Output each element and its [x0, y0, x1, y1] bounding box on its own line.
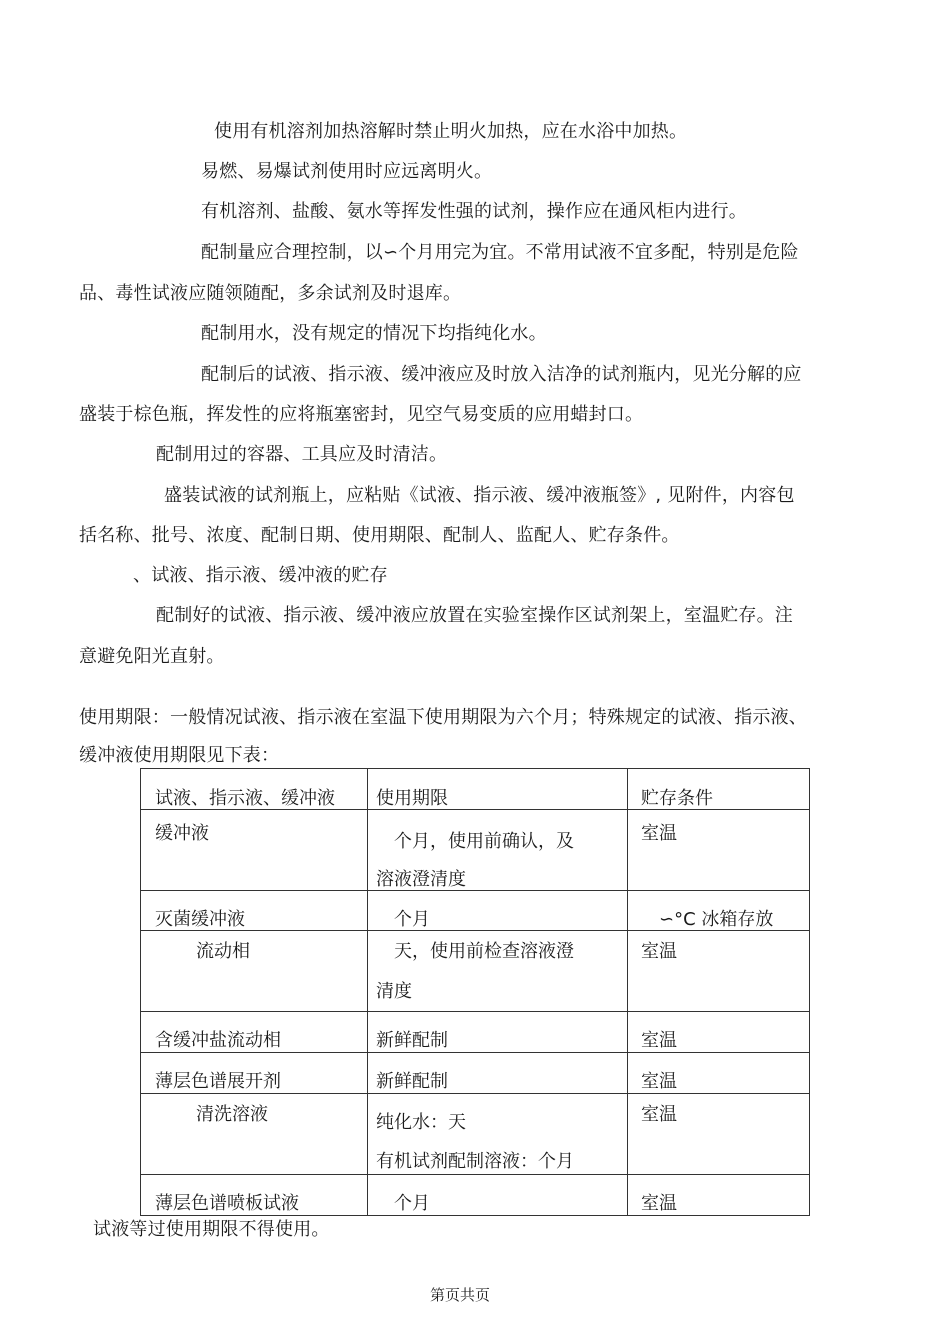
table-cell: 室温: [628, 1053, 810, 1094]
paragraph-line: 有机溶剂、盐酸、氨水等挥发性强的试剂，操作应在通风柜内进行。: [201, 201, 747, 222]
table-cell: 个月: [368, 1175, 628, 1216]
paragraph-line: 使用期限：一般情况试液、指示液在室温下使用期限为六个月；特殊规定的试液、指示液、: [79, 707, 807, 728]
table-header-cell: 使用期限: [368, 769, 628, 810]
table-cell: 个月，使用前确认，及 溶液澄清度: [368, 810, 628, 891]
table-cell: 室温: [628, 810, 810, 891]
paragraph-line: 配制用过的容器、工具应及时清洁。: [156, 444, 448, 465]
paragraph-line: 配制用水，没有规定的情况下均指纯化水。: [201, 323, 547, 344]
table-cell: 室温: [628, 1012, 810, 1053]
table-cell: 室温: [628, 1175, 810, 1216]
table-row: [141, 1094, 810, 1175]
table-row: [141, 891, 810, 931]
paragraph-line: 括名称、批号、浓度、配制日期、使用期限、配制人、监配人、贮存条件。: [79, 525, 680, 546]
paragraph-line: 配制量应合理控制，以∽个月用完为宜。不常用试液不宜多配，特别是危险: [201, 242, 799, 263]
paragraph-line: 品、毒性试液应随领随配，多余试剂及时退库。: [79, 283, 462, 304]
shelf-life-table: [140, 768, 810, 1216]
table-header-cell: 试液、指示液、缓冲液: [141, 769, 368, 810]
table-cell: 天，使用前检查溶液澄 清度: [368, 931, 628, 1012]
table-cell: 缓冲液: [141, 810, 368, 891]
table-cell: 新鲜配制: [368, 1012, 628, 1053]
table-cell: 个月: [368, 891, 628, 931]
paragraph-line: 配制好的试液、指示液、缓冲液应放置在实验室操作区试剂架上，室温贮存。注: [156, 605, 793, 626]
paragraph-line: 盛装试液的试剂瓶上，应粘贴《试液、指示液、缓冲液瓶签》, 见附件，内容包: [164, 485, 795, 506]
table-cell: 纯化水：天 有机试剂配制溶液：个月: [368, 1094, 628, 1175]
table-cell: 灭菌缓冲液: [141, 891, 368, 931]
paragraph-line: 盛装于棕色瓶，挥发性的应将瓶塞密封，见空气易变质的应用蜡封口。: [79, 404, 644, 425]
table-header-cell: 贮存条件: [628, 769, 810, 810]
closing-note: 试液等过使用期限不得使用。: [93, 1219, 330, 1240]
table-cell: 薄层色谱喷板试液: [141, 1175, 368, 1216]
table-header-row: [141, 769, 810, 810]
paragraph-line: 使用有机溶剂加热溶解时禁止明火加热，应在水浴中加热。: [214, 121, 688, 142]
table-cell: 新鲜配制: [368, 1053, 628, 1094]
table-row: [141, 1012, 810, 1053]
table-cell: 薄层色谱展开剂: [141, 1053, 368, 1094]
paragraph-line: 配制后的试液、指示液、缓冲液应及时放入洁净的试剂瓶内，见光分解的应: [201, 364, 802, 385]
table-row: [141, 1053, 810, 1094]
paragraph-line: 缓冲液使用期限见下表：: [79, 745, 280, 766]
table-row: [141, 810, 810, 891]
table-row: [141, 931, 810, 1012]
table-cell: ∽°C 冰箱存放: [628, 891, 810, 931]
section-heading: 、试液、指示液、缓冲液的贮存: [133, 565, 388, 586]
paragraph-line: 易燃、易爆试剂使用时应远离明火。: [201, 161, 493, 182]
table-cell: 室温: [628, 931, 810, 1012]
table-row: [141, 1175, 810, 1216]
page-footer: 第页共页: [429, 1286, 490, 1304]
table-cell: 清洗溶液: [141, 1094, 368, 1175]
table-cell: 含缓冲盐流动相: [141, 1012, 368, 1053]
paragraph-line: 意避免阳光直射。: [79, 646, 225, 667]
table-cell: 流动相: [141, 931, 368, 1012]
table-cell: 室温: [628, 1094, 810, 1175]
